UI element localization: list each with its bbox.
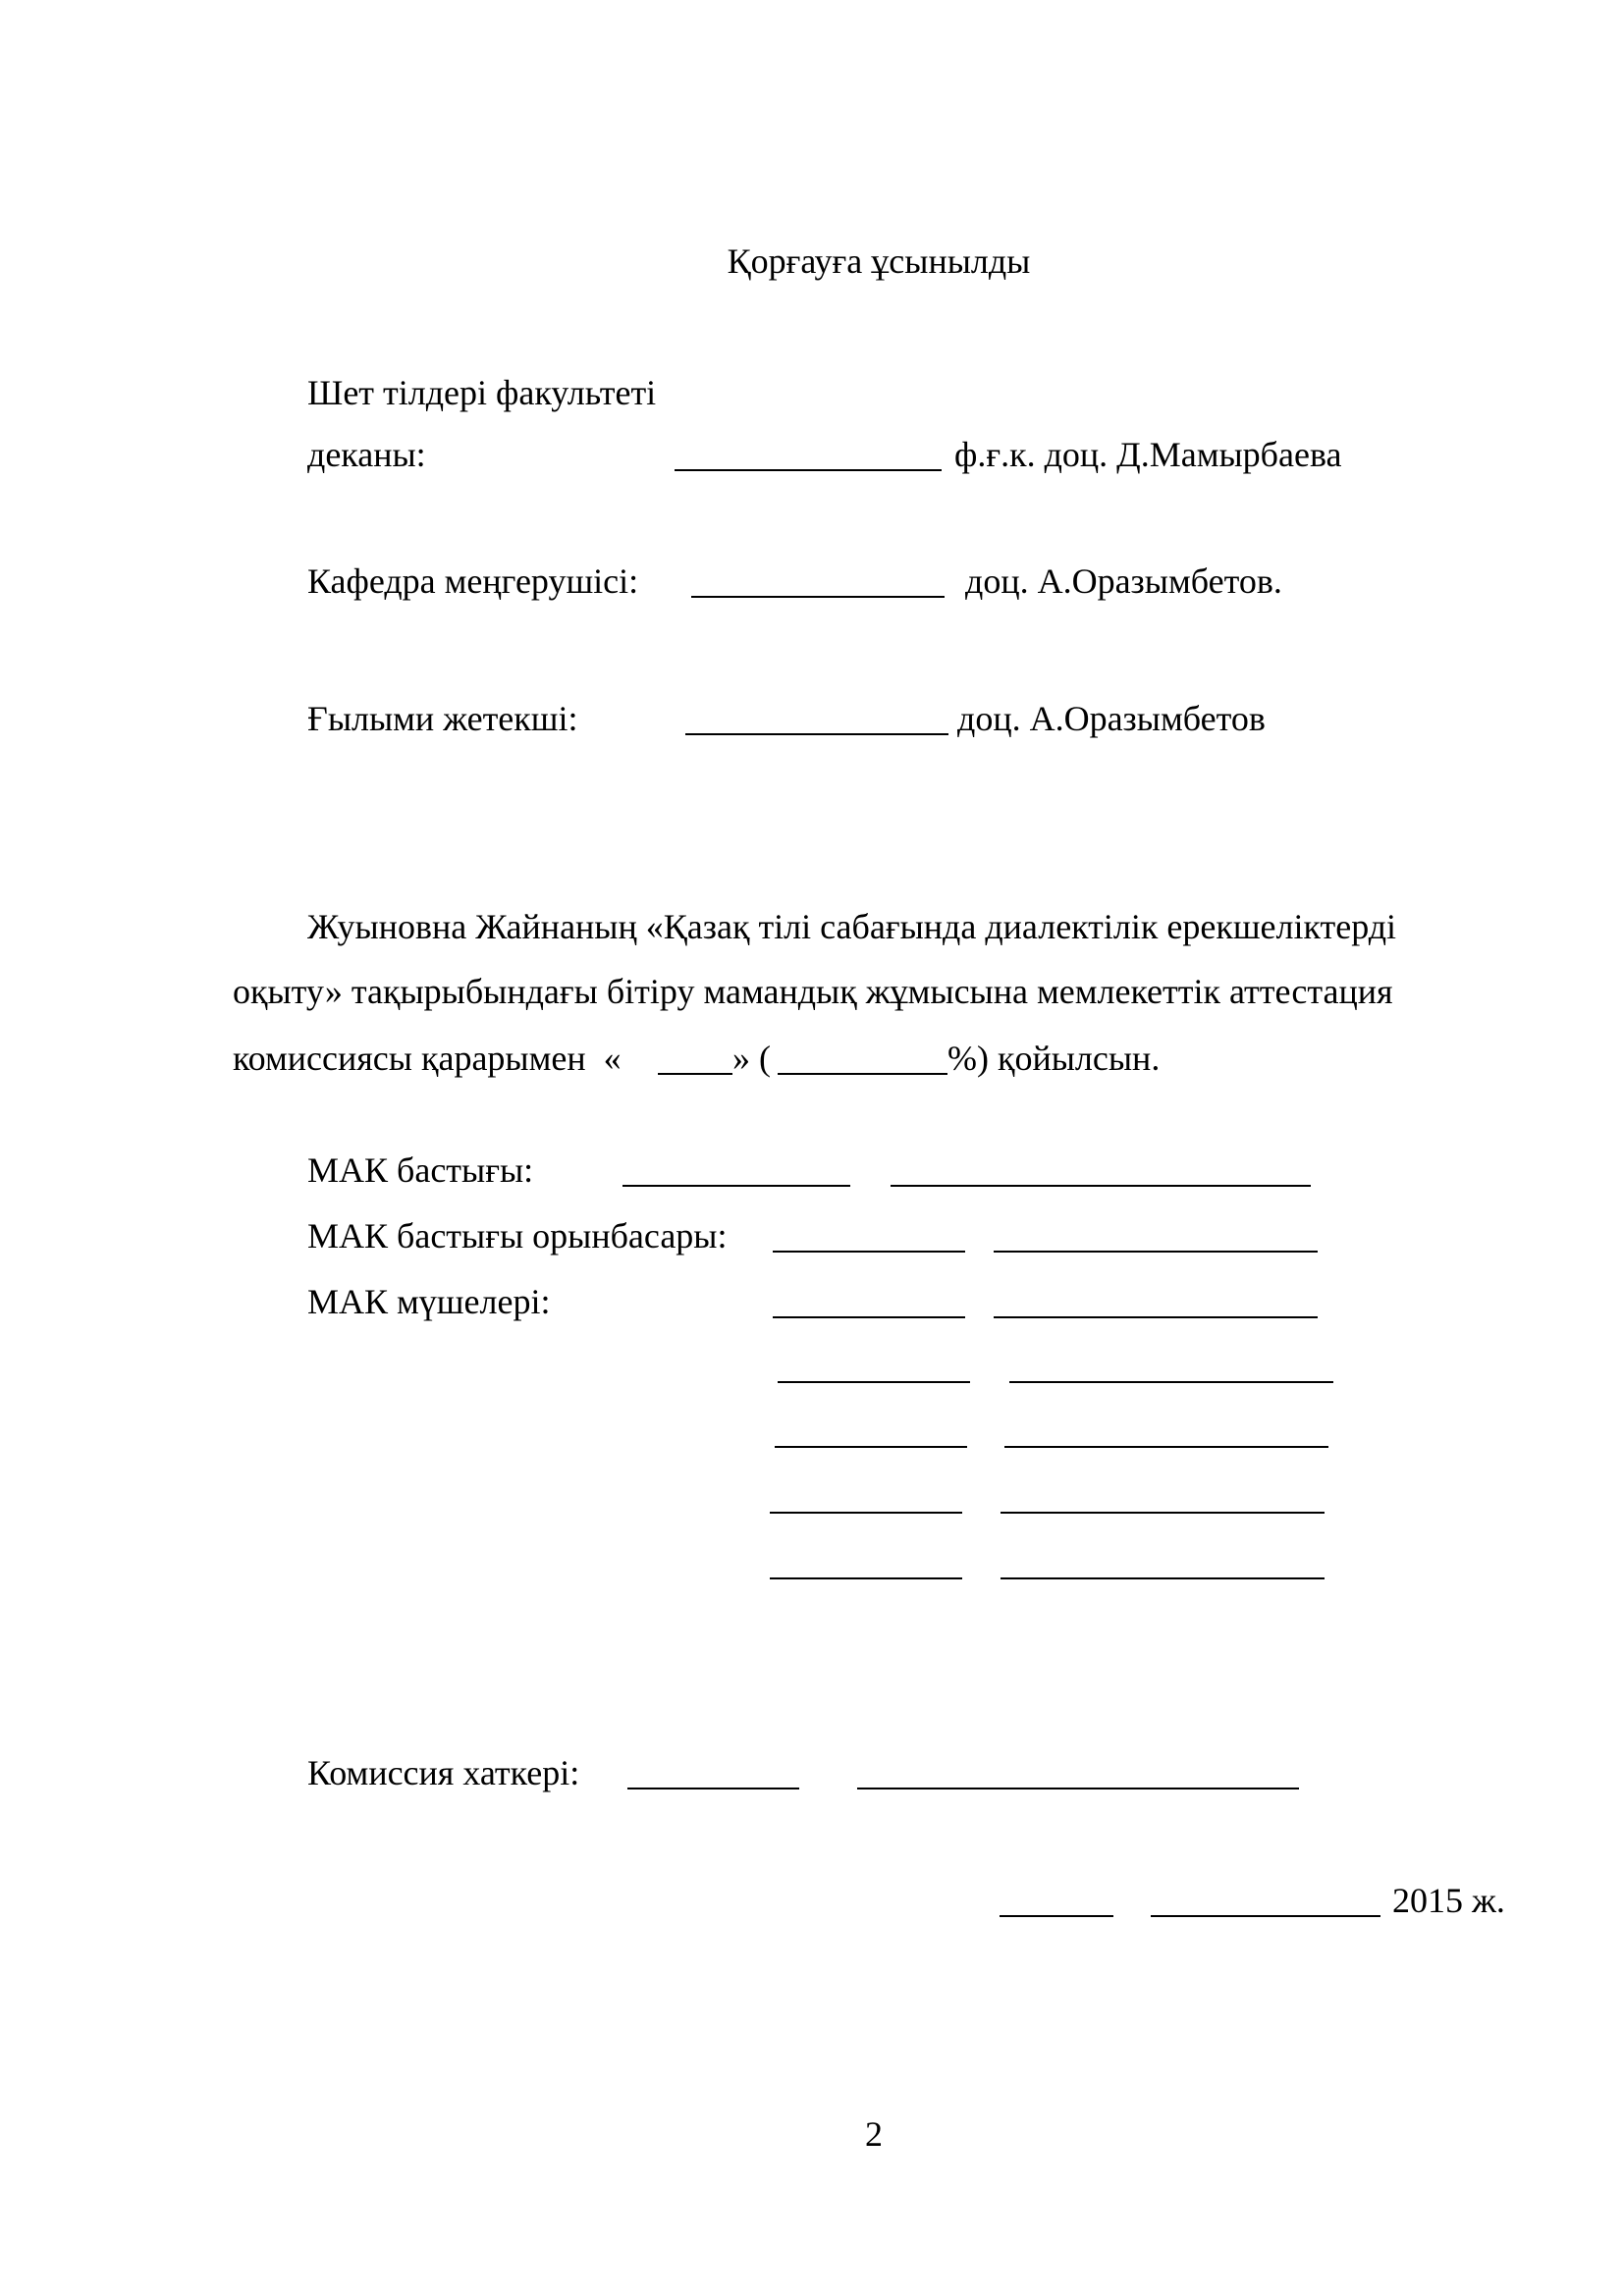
member-4-signature-line	[770, 1512, 962, 1514]
percent-blank	[778, 1073, 947, 1075]
date-month-line	[1151, 1915, 1380, 1917]
member-5-signature-line	[770, 1577, 962, 1579]
dean-label: деканы:	[307, 435, 426, 474]
department-head-label: Кафедра меңгерушісі:	[307, 561, 639, 601]
supervisor-signature-line	[685, 733, 948, 735]
dean-signature-line	[675, 469, 942, 471]
commission-members-label: МАК мүшелері:	[307, 1282, 551, 1321]
department-head-name: доц. А.Оразымбетов.	[965, 561, 1282, 601]
deputy-name-line	[994, 1251, 1318, 1253]
dean-faculty-label: Шет тілдері факультеті	[307, 373, 657, 412]
member-3-name-line	[1004, 1446, 1328, 1448]
paragraph-line-3a: комиссиясы қарарымен «	[233, 1039, 622, 1078]
member-1-name-line	[994, 1316, 1318, 1318]
document-title: Қорғауға ұсынылды	[727, 241, 1031, 281]
member-3-signature-line	[775, 1446, 967, 1448]
member-2-signature-line	[778, 1381, 970, 1383]
deputy-signature-line	[773, 1251, 965, 1253]
chair-signature-line	[622, 1185, 850, 1187]
commission-deputy-label: МАК бастығы орынбасары:	[307, 1216, 728, 1255]
secretary-name-line	[857, 1788, 1299, 1789]
member-4-name-line	[1001, 1512, 1325, 1514]
paragraph-line-2: оқыту» тақырыбындағы бітіру мамандық жұмысына мемлекеттік аттестация	[233, 972, 1393, 1011]
paragraph-line-3b: » (	[732, 1039, 771, 1078]
member-5-name-line	[1001, 1577, 1325, 1579]
paragraph-line-1: Жуыновна Жайнаның «Қазақ тілі сабағында диалектілік ерекшеліктерді	[307, 907, 1397, 946]
commission-chair-label: МАК бастығы:	[307, 1150, 534, 1190]
secretary-signature-line	[627, 1788, 799, 1789]
member-1-signature-line	[773, 1316, 965, 1318]
dean-name: ф.ғ.к. доц. Д.Мамырбаева	[954, 435, 1342, 474]
secretary-label: Комиссия хаткері:	[307, 1753, 580, 1792]
chair-name-line	[891, 1185, 1311, 1187]
supervisor-label: Ғылыми жетекші:	[307, 699, 578, 738]
supervisor-name: доц. А.Оразымбетов	[957, 699, 1266, 738]
date-day-line	[1000, 1915, 1113, 1917]
date-year: 2015 ж.	[1392, 1881, 1505, 1920]
paragraph-line-3c: %) қойылсын.	[947, 1039, 1161, 1078]
department-head-signature-line	[691, 596, 945, 598]
grade-blank	[658, 1073, 732, 1075]
member-2-name-line	[1009, 1381, 1333, 1383]
page-number: 2	[865, 2114, 883, 2154]
